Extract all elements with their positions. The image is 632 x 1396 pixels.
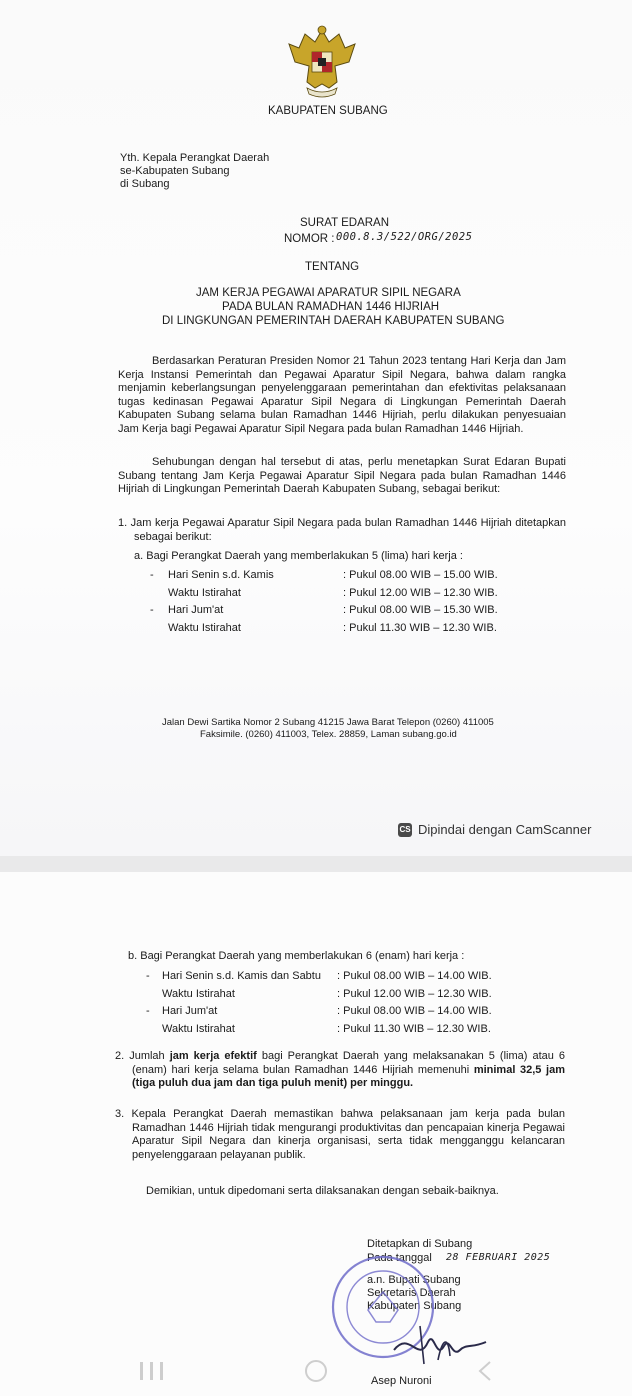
schedule-value: : Pukul 08.00 WIB – 15.30 WIB. [343, 604, 498, 616]
subject-line: DI LINGKUNGAN PEMERINTAH DAERAH KABUPATEN SUBANG [162, 315, 505, 327]
schedule-value: : Pukul 12.00 WIB – 12.30 WIB. [337, 987, 492, 1000]
tanggal-label: Pada tanggal [367, 1252, 432, 1264]
doc-number-label: NOMOR : [284, 233, 335, 245]
item2-lead: 2. Jumlah [115, 1050, 170, 1062]
schedule-value: : Pukul 08.00 WIB – 14.00 WIB. [337, 970, 492, 982]
schedule-value: : Pukul 12.00 WIB – 12.30 WIB. [343, 586, 498, 599]
kabupaten-subang: Kabupaten Subang [367, 1300, 462, 1312]
addressee-line: se-Kabupaten Subang [120, 165, 230, 177]
system-nav-bar [0, 1348, 632, 1396]
schedule-label: Hari Jum'at [162, 1005, 218, 1017]
recent-apps-icon[interactable] [140, 1362, 163, 1380]
doc-number-value: 000.8.3/522/ORG/2025 [336, 231, 473, 243]
paragraph-2: Sehubungan dengan hal tersebut di atas, perlu menetapkan Surat Edaran Bupati Subang tentang Jam Kerja Pegawai Aparatur Sipil Negara pada bulan Ramadhan 1446 Hijriah di Lingkungan Pemerintah Daerah Kabupaten Subang, sebagai berikut: [118, 456, 566, 495]
schedule-label: Hari Senin s.d. Kamis dan Sabtu [162, 970, 321, 982]
camscanner-icon: CS [398, 823, 412, 837]
camscanner-badge [398, 822, 591, 837]
schedule-label: Hari Senin s.d. Kamis [168, 569, 274, 581]
schedule-label: Waktu Istirahat [168, 586, 241, 599]
doc-type: SURAT EDARAN [300, 217, 390, 229]
paragraph-1: Berdasarkan Peraturan Presiden Nomor 21 Tahun 2023 tentang Hari Kerja dan Jam Kerja Instansi Pemerintah dan Pegawai Aparatur Sipil Negara, bahwa dalam rangka menjamin keberlangsungan penyelenggaraan pemerintahan dan efektivitas pelaksanaan tugas kedinasan Pegawai Aparatur Sipil Negara di Lingkungan Pemerintah Daerah Kabupaten Subang selama bulan Ramadhan 1446 Hijriah, perlu dilakukan penyesuaian Jam Kerja bagi Pegawai Aparatur Sipil Negara pada bulan Ramadhan 1446 Hijriah. [118, 355, 566, 435]
schedule-label: Waktu Istirahat [168, 621, 241, 634]
garuda-emblem [285, 22, 359, 98]
page-divider [0, 856, 632, 872]
schedule-value: : Pukul 11.30 WIB – 12.30 WIB. [337, 1022, 491, 1035]
subject-line: PADA BULAN RAMADHAN 1446 HIJRIAH [222, 301, 440, 313]
schedule-dash: - [146, 970, 150, 982]
footer-contact: Faksimile. (0260) 411003, Telex. 28859, Laman subang.go.id [200, 729, 457, 740]
list-item-3: 3. Kepala Perangkat Daerah memastikan bahwa pelaksanaan jam kerja pada bulan Ramadhan 1446 Hijriah tidak mengurangi produktivitas dan pencapaian kinerja Pegawai Aparatur Sipil Negara dan kinerja organisasi, serta tidak mengganggu kelancaran penyelenggaraan pelayanan publik. [115, 1108, 565, 1161]
an-bupati: a.n. Bupati Subang [367, 1274, 461, 1286]
tanggal-value: 28 FEBRUARI 2025 [446, 1252, 551, 1263]
list-item-b: b. Bagi Perangkat Daerah yang memberlakukan 6 (enam) hari kerja : [128, 950, 465, 962]
schedule-dash: - [150, 604, 154, 616]
document-page-2 [0, 872, 632, 1396]
schedule-label: Waktu Istirahat [162, 1022, 235, 1035]
tentang-heading: TENTANG [305, 261, 360, 273]
list-item-1: 1. Jam kerja Pegawai Aparatur Sipil Negara pada bulan Ramadhan 1446 Hijriah ditetapkan sebagai berikut: [118, 517, 566, 543]
signer-name: Asep Nuroni [371, 1375, 432, 1387]
addressee-line: Yth. Kepala Perangkat Daerah [120, 152, 270, 164]
subject-line: JAM KERJA PEGAWAI APARATUR SIPIL NEGARA [196, 287, 461, 299]
closing-text: Demikian, untuk dipedomani serta dilaksanakan dengan sebaik-baiknya. [146, 1185, 499, 1197]
regency-title: KABUPATEN SUBANG [268, 105, 388, 117]
schedule-value: : Pukul 08.00 WIB – 15.00 WIB. [343, 569, 498, 581]
back-icon[interactable] [480, 1362, 490, 1380]
schedule-value: : Pukul 11.30 WIB – 12.30 WIB. [343, 621, 497, 634]
home-icon[interactable] [306, 1361, 326, 1381]
schedule-dash: - [150, 569, 154, 581]
schedule-label: Waktu Istirahat [162, 987, 235, 1000]
schedule-label: Hari Jum'at [168, 604, 224, 616]
list-item-2 [115, 1050, 565, 1091]
item2-emphasis-2: minimal 32,5 jam (tiga puluh dua jam dan tiga puluh menit) per minggu. [132, 1063, 565, 1089]
footer-address: Jalan Dewi Sartika Nomor 2 Subang 41215 Jawa Barat Telepon (0260) 411005 [162, 717, 494, 728]
item2-text: bagi Perangkat Daerah yang melaksanakan 5 (lima) atau 6 (enam) hari kerja selama bulan Ramadhan 1446 Hijriah memenuhi [132, 1050, 566, 1076]
camscanner-text: Dipindai dengan CamScanner [418, 822, 592, 837]
addressee-line: di Subang [120, 178, 170, 190]
schedule-value: : Pukul 08.00 WIB – 14.00 WIB. [337, 1005, 492, 1017]
list-item-a: a. Bagi Perangkat Daerah yang memberlakukan 5 (lima) hari kerja : [134, 550, 463, 562]
schedule-dash: - [146, 1005, 150, 1017]
sekretaris-daerah: Sekretaris Daerah [367, 1287, 456, 1299]
item2-emphasis: jam kerja efektif [169, 1050, 257, 1062]
ditetapkan: Ditetapkan di Subang [367, 1238, 473, 1250]
